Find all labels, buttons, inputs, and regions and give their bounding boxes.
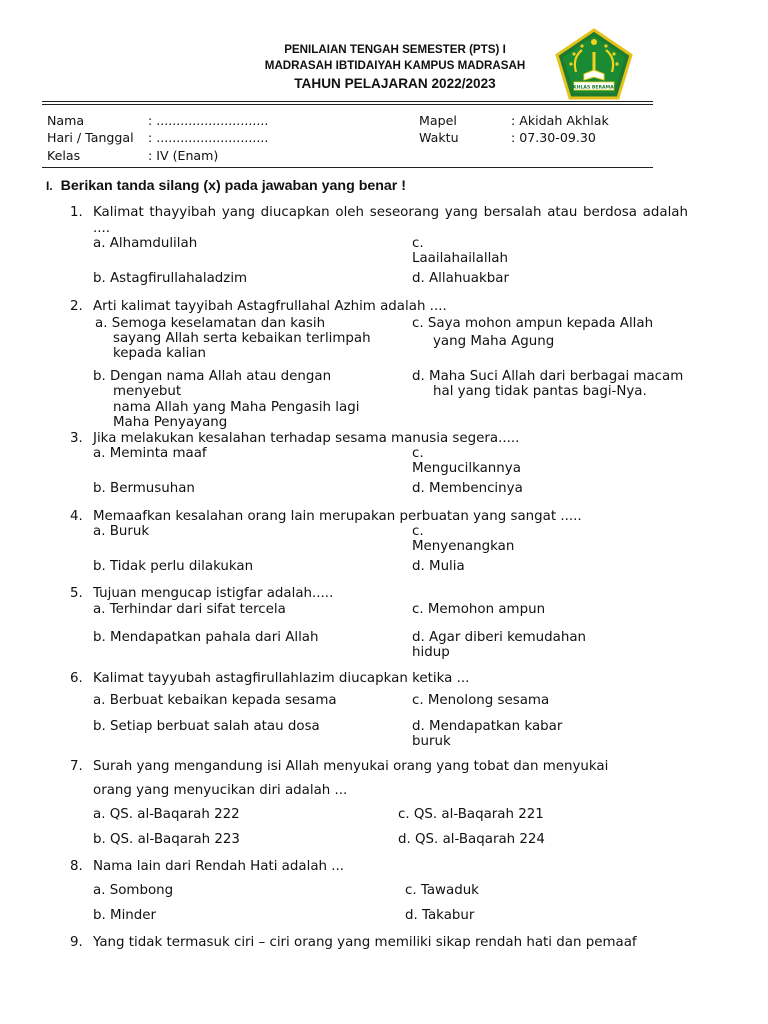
option-b: b. Mendapatkan pahala dari Allah (93, 630, 319, 645)
option-b-line-2: menyebut (113, 384, 182, 399)
option-a: a. Meminta maaf (93, 446, 207, 461)
label-nama: Nama (47, 113, 85, 128)
question-3 (70, 431, 688, 447)
instruction-text: Berikan tanda silang (x) pada jawaban yang benar ! (60, 178, 406, 194)
logo-motto: IKHLAS BERAMAL (571, 85, 617, 91)
option-d: d. Membencinya (412, 481, 523, 496)
option-a-line-3: kepada kalian (113, 346, 207, 361)
option-d: d. Takabur (405, 908, 475, 923)
question-number: 6. (70, 671, 83, 686)
label-hari: Hari / Tanggal (47, 130, 134, 145)
question-6 (70, 671, 688, 687)
question-number: 9. (70, 935, 83, 950)
option-b: b. Dengan nama Allah atau dengan (93, 369, 332, 384)
info-rule (42, 167, 653, 168)
kemenag-logo (554, 28, 634, 100)
question-7-line-2: orang yang menyucikan diri adalah ... (93, 783, 348, 798)
option-d: d. Allahuakbar (412, 271, 509, 286)
header-line-2: MADRASAH IBTIDAIYAH KAMPUS MADRASAH (264, 59, 526, 72)
option-d: d. Mendapatkan kabar (412, 719, 563, 734)
option-d: d. Agar diberi kemudahan (412, 630, 587, 645)
question-text: Arti kalimat tayyibah Astagfrullahal Azhim adalah .... (93, 299, 447, 314)
exam-header (0, 42, 768, 93)
question-text: Tujuan mengucap istigfar adalah..... (93, 586, 334, 601)
question-text: Nama lain dari Rendah Hati adalah ... (93, 859, 345, 874)
option-c: Mengucilkannya (412, 461, 521, 476)
question-8 (70, 859, 688, 875)
question-number: 3. (70, 431, 83, 446)
option-a: a. Semoga keselamatan dan kasih (95, 316, 326, 331)
option-c-letter: c. (412, 524, 424, 539)
option-a-line-2: sayang Allah serta kebaikan terlimpah (113, 331, 371, 346)
question-number: 1. (70, 205, 83, 220)
question-number: 5. (70, 586, 83, 601)
option-c: c. Menolong sesama (412, 693, 550, 708)
option-a: a. Berbuat kebaikan kepada sesama (93, 693, 337, 708)
option-d: d. Mulia (412, 559, 465, 574)
option-c: Laailahailallah (412, 251, 508, 266)
option-a: a. Alhamdulilah (93, 236, 198, 251)
option-c: c. QS. al-Baqarah 221 (398, 807, 544, 822)
option-b: b. Tidak perlu dilakukan (93, 559, 254, 574)
question-text: Jika melakukan kesalahan terhadap sesama manusia segera..... (93, 431, 520, 446)
question-9 (70, 935, 688, 951)
value-kelas: : IV (Enam) (148, 148, 219, 163)
question-text: Memaafkan kesalahan orang lain merupakan perbuatan yang sangat ..... (93, 509, 582, 524)
option-a: a. Terhindar dari sifat tercela (93, 602, 286, 617)
option-b-line-3: nama Allah yang Maha Pengasih lagi (113, 400, 360, 415)
option-b: b. Minder (93, 908, 157, 923)
option-b: b. Bermusuhan (93, 481, 195, 496)
question-text: Yang tidak termasuk ciri – ciri orang yang memiliki sikap rendah hati dan pemaaf (93, 935, 637, 950)
value-hari: : ............................ (148, 130, 269, 145)
header-rule-thick (42, 104, 653, 105)
header-line-3: TAHUN PELAJARAN 2022/2023 (294, 76, 496, 91)
question-2 (70, 299, 688, 315)
header-line-1: PENILAIAN TENGAH SEMESTER (PTS) I (284, 43, 506, 56)
header-rule-thin (42, 101, 653, 102)
option-d-line-2: buruk (412, 734, 451, 749)
option-c: c. Saya mohon ampun kepada Allah (412, 316, 654, 331)
label-mapel: Mapel (419, 113, 457, 128)
option-c-letter: c. (412, 446, 424, 461)
option-d-line-2: hal yang tidak pantas bagi-Nya. (433, 384, 647, 399)
question-number: 4. (70, 509, 83, 524)
value-waktu: : 07.30-09.30 (511, 130, 596, 145)
question-text: Surah yang mengandung isi Allah menyukai orang yang tobat dan menyukai (93, 759, 609, 774)
option-a: a. QS. al-Baqarah 222 (93, 807, 240, 822)
option-b: b. Astagfirullahaladzim (93, 271, 248, 286)
value-mapel: : Akidah Akhlak (511, 113, 609, 128)
option-d: d. Maha Suci Allah dari berbagai macam (412, 369, 684, 384)
question-number: 7. (70, 759, 83, 774)
option-c-letter: c. (412, 236, 424, 251)
question-7 (70, 759, 688, 775)
label-waktu: Waktu (419, 130, 459, 145)
option-b: b. QS. al-Baqarah 223 (93, 832, 240, 847)
value-nama: : ............................ (148, 113, 269, 128)
option-d-line-2: hidup (412, 645, 450, 660)
section-number: I. (46, 179, 53, 193)
option-c: Menyenangkan (412, 539, 515, 554)
question-5 (70, 586, 688, 602)
question-number: 8. (70, 859, 83, 874)
label-kelas: Kelas (47, 148, 81, 163)
option-b-line-4: Maha Penyayang (113, 415, 228, 430)
instruction (46, 178, 406, 194)
question-text: Kalimat thayyibah yang diucapkan oleh seseorang yang bersalah atau berdosa adalah .... (93, 205, 688, 236)
option-b: b. Setiap berbuat salah atau dosa (93, 719, 320, 734)
question-1 (70, 205, 688, 237)
option-d: d. QS. al-Baqarah 224 (398, 832, 545, 847)
option-c: c. Tawaduk (405, 883, 479, 898)
option-a: a. Buruk (93, 524, 150, 539)
option-a: a. Sombong (93, 883, 174, 898)
question-number: 2. (70, 299, 83, 314)
question-4 (70, 509, 688, 525)
question-text: Kalimat tayyubah astagfirullahlazim diucapkan ketika ... (93, 671, 470, 686)
option-c-line-2: yang Maha Agung (433, 334, 555, 349)
option-c: c. Memohon ampun (412, 602, 546, 617)
